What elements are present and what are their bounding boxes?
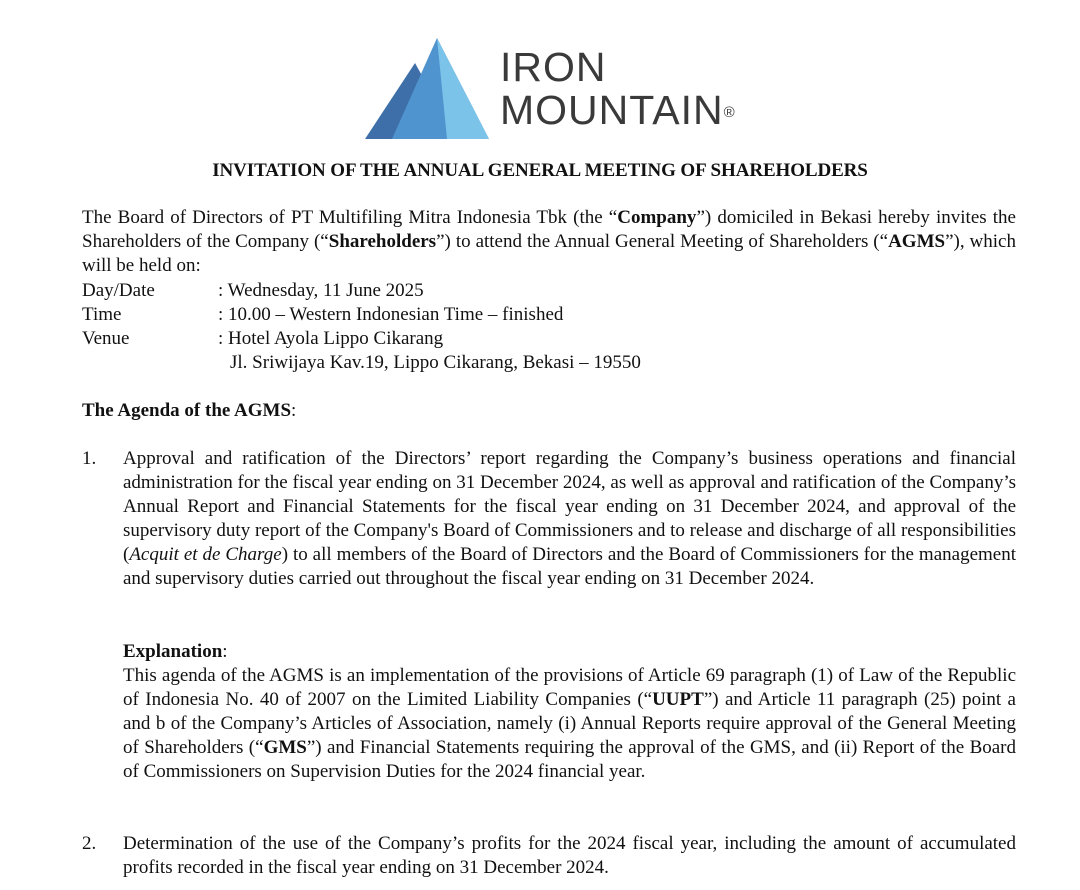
intro-text-2: ”) domiciled in Bekasi hereby invites the Shareholders of the Company (“ (82, 207, 1016, 252)
page-title: INVITATION OF THE ANNUAL GENERAL MEETING OF SHAREHOLDERS (212, 160, 868, 181)
term-shareholders: Shareholders (328, 231, 437, 252)
detail-row-venue (82, 327, 1016, 351)
detail-row-address (82, 351, 1016, 375)
agenda-item-text (123, 447, 1016, 591)
detail-row-time (82, 303, 1016, 327)
agenda-item-number: 2. (82, 833, 97, 854)
brand-name (500, 46, 736, 132)
agenda-item-number: 1. (82, 448, 97, 469)
venue-address: Jl. Sriwijaya Kav.19, Lippo Cikarang, Bekasi – 19550 (230, 352, 641, 373)
brand-line-1: IRON (500, 44, 607, 90)
venue-value: : Hotel Ayola Lippo Cikarang (218, 328, 444, 349)
term-company: Company (617, 207, 697, 228)
intro-text-3: ”) to attend the Annual General Meeting of Shareholders (“ (436, 231, 889, 252)
agenda-heading-text: The Agenda of the AGMS (82, 400, 292, 421)
explanation-colon: : (222, 641, 228, 662)
term-agms: AGMS (888, 231, 946, 252)
date-label: Day/Date (82, 280, 155, 301)
agenda-item-text (123, 832, 1016, 880)
brand-line-2-text: MOUNTAIN (500, 87, 724, 133)
brand-line-2 (500, 89, 736, 132)
intro-paragraph (82, 206, 1016, 278)
venue-label: Venue (82, 328, 130, 349)
explanation-label: Explanation (123, 641, 223, 662)
agenda-1-italic-term: Acquit et de Charge (129, 544, 282, 565)
detail-row-date (82, 279, 1016, 303)
company-logo (362, 36, 782, 144)
term-gms: GMS (263, 737, 307, 758)
intro-text-1: The Board of Directors of PT Multifiling Mitra Indonesia Tbk (the “ (82, 207, 618, 228)
agenda-heading (82, 399, 296, 423)
agenda-heading-colon: : (291, 400, 297, 421)
registered-mark: ® (723, 104, 736, 121)
agenda-1-text-b: ) to all members of the Board of Directors and the Board of Commissioners for the management and supervisory duties carried out throughout the fiscal year ending on 31 December 2024. (123, 544, 1016, 589)
meeting-details (82, 279, 1016, 375)
time-value: : 10.00 – Western Indonesian Time – finished (218, 304, 564, 325)
agenda-1-text-a: Approval and ratification of the Directors’ report regarding the Company’s business operations and financial administration for the fiscal year ending on 31 December 2024, as well as approval and ratification of the Company’s Annual Report and Financial Statements for the fiscal year ending on 31 December 2024, and approval of the supervisory duty report of the Company's Board of Commissioners and to release and discharge of all responsibilities ( (123, 448, 1016, 565)
explanation-block (123, 640, 1016, 784)
term-uupt: UUPT (652, 689, 704, 710)
time-label: Time (82, 304, 122, 325)
agenda-2-text: Determination of the use of the Company’s profits for the 2024 fiscal year, including the amount of accumulated profits recorded in the fiscal year ending on 31 December 2024. (123, 833, 1016, 878)
explanation-text-b: ”) and Article 11 paragraph (25) point a and b of the Company’s Articles of Association, namely (i) Annual Reports require approval of the General Meeting of Shareholders (“ (123, 689, 1016, 758)
intro-text-4: ”), which will be held on: (82, 231, 1016, 276)
mountain-triangles-icon (362, 36, 492, 142)
explanation-text-c: ”) and Financial Statements requiring the approval of the GMS, and (ii) Report of the Board of Commissioners on Supervision Duties for the 2024 financial year. (123, 737, 1017, 782)
date-value: : Wednesday, 11 June 2025 (218, 280, 424, 301)
explanation-text-a: This agenda of the AGMS is an implementation of the provisions of Article 69 paragraph (1) of Law of the Republic of Indonesia No. 40 of 2007 on the Limited Liability Companies (“ (123, 665, 1016, 710)
